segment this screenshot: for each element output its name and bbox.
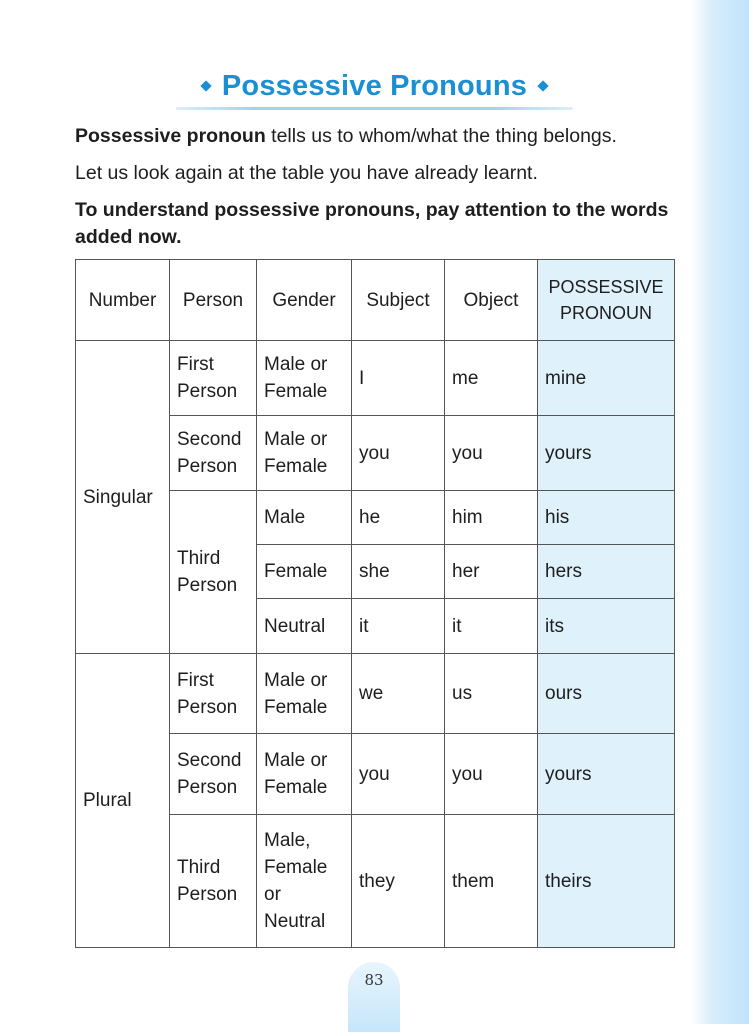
possessive-cell: his [538,491,675,545]
header-object: Object [445,260,538,341]
possessive-pronoun-table [75,259,675,948]
page-title [176,70,573,106]
page-number: 83 [364,971,384,989]
person-cell: Third Person [170,815,257,948]
possessive-cell: hers [538,545,675,599]
possessive-cell: its [538,599,675,654]
object-cell: them [445,815,538,948]
object-cell: him [445,491,538,545]
table-row [76,654,675,734]
subject-cell: we [352,654,445,734]
header-gender: Gender [257,260,352,341]
subject-cell: he [352,491,445,545]
number-cell-singular: Singular [76,341,170,654]
gender-cell: Female [257,545,352,599]
possessive-cell: ours [538,654,675,734]
table-header-row [76,260,675,341]
header-person: Person [170,260,257,341]
person-cell: Second Person [170,416,257,491]
header-possessive: POSSESSIVE PRONOUN [538,260,675,341]
object-cell: me [445,341,538,416]
gender-cell: Neutral [257,599,352,654]
definition-term: Possessive pronoun [75,125,266,147]
gender-cell: Male or Female [257,654,352,734]
instruction-paragraph: To understand possessive pronouns, pay attention to the words added now. [75,199,669,248]
page-title-text: Possessive Pronouns [221,70,528,102]
object-cell: her [445,545,538,599]
table-row [76,341,675,416]
decorative-side-band [691,0,749,1024]
person-cell: First Person [170,654,257,734]
gender-cell: Male or Female [257,734,352,815]
definition-paragraph [75,123,675,150]
diamond-bullet-icon [537,80,548,91]
diamond-bullet-icon [200,80,211,91]
possessive-cell: yours [538,734,675,815]
gender-cell: Male, Female or Neutral [257,815,352,948]
object-cell: you [445,734,538,815]
person-cell: Third Person [170,491,257,654]
object-cell: it [445,599,538,654]
person-cell: First Person [170,341,257,416]
possessive-cell: theirs [538,815,675,948]
subject-cell: you [352,416,445,491]
review-paragraph: Let us look again at the table you have already learnt. [75,162,538,184]
possessive-cell: yours [538,416,675,491]
title-underline [176,107,573,110]
person-cell: Second Person [170,734,257,815]
title-area [0,70,749,106]
subject-cell: you [352,734,445,815]
gender-cell: Male or Female [257,416,352,491]
definition-text: tells us to whom/what the thing belongs. [265,125,617,147]
subject-cell: I [352,341,445,416]
header-number: Number [76,260,170,341]
gender-cell: Male [257,491,352,545]
subject-cell: it [352,599,445,654]
gender-cell: Male or Female [257,341,352,416]
object-cell: you [445,416,538,491]
header-subject: Subject [352,260,445,341]
possessive-cell: mine [538,341,675,416]
subject-cell: they [352,815,445,948]
subject-cell: she [352,545,445,599]
number-cell-plural: Plural [76,654,170,948]
object-cell: us [445,654,538,734]
